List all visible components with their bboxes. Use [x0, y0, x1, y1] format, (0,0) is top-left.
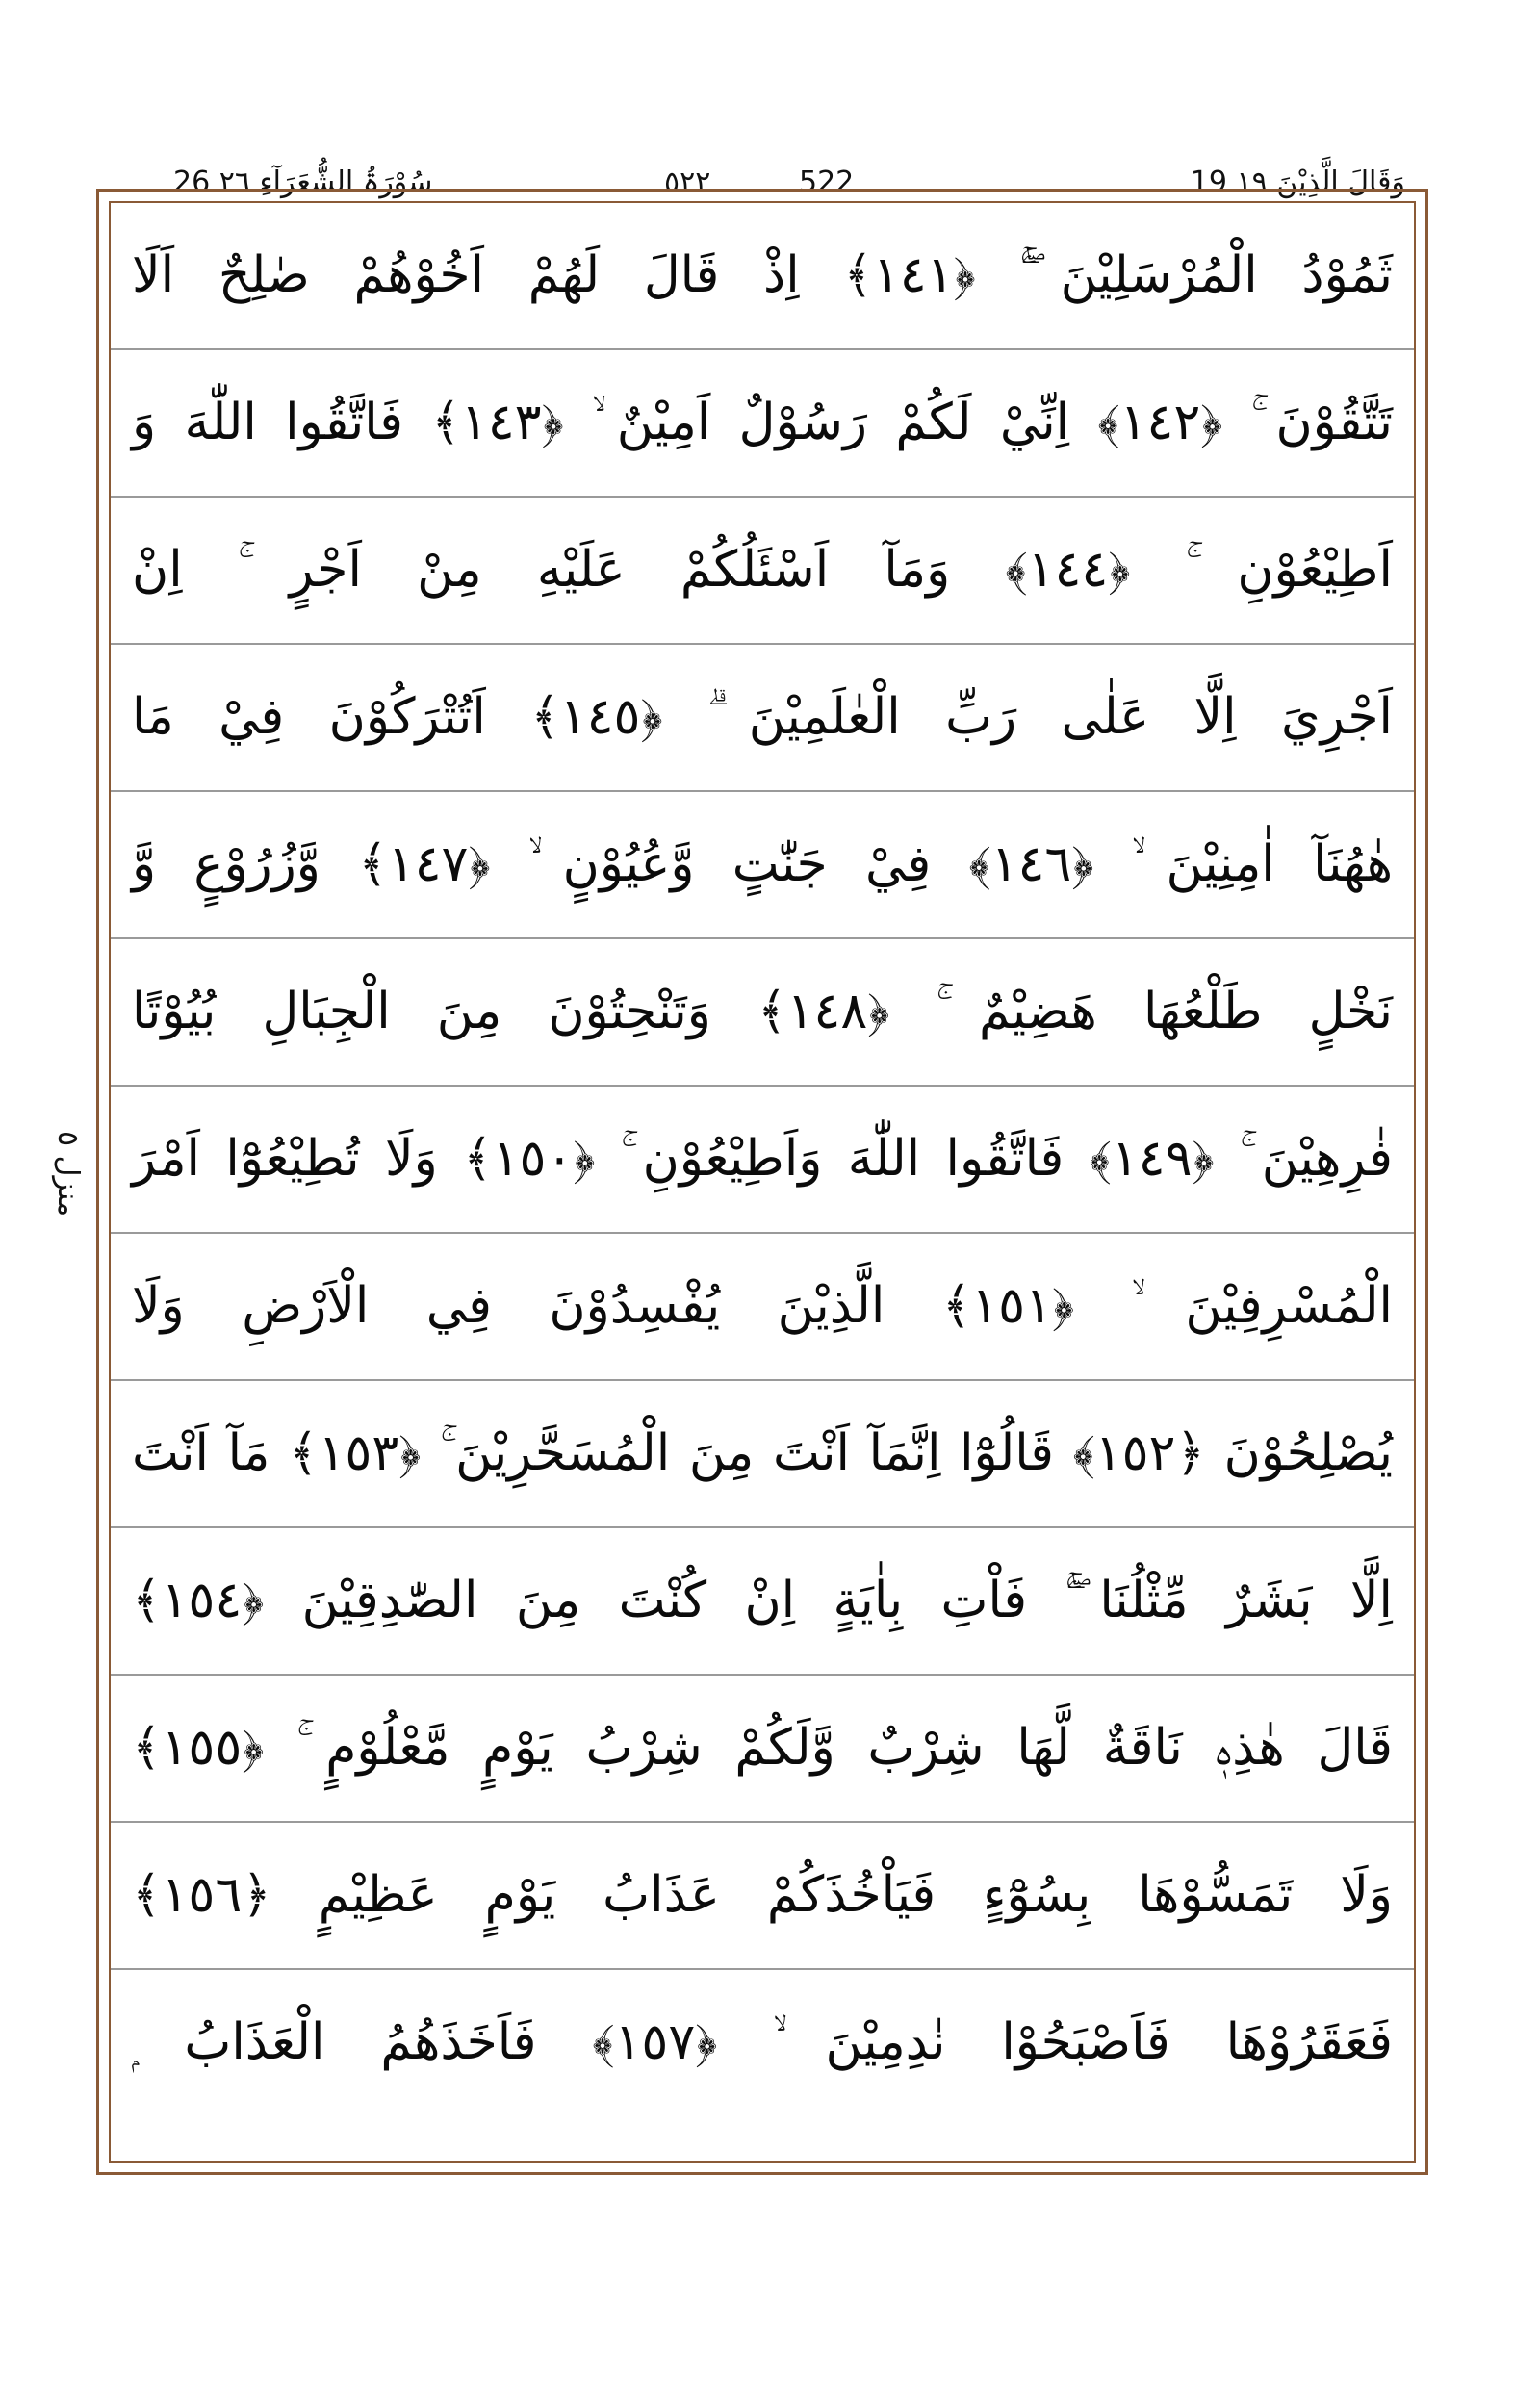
text-line: قَالَ هٰذِهٖ نَاقَةٌ لَّهَا شِرْبٌ وَّلَكُمْ شِرْبُ يَوْمٍ مَّعْلُوْمٍ ۚ ﴿١٥٥﴾ [111, 1676, 1414, 1823]
page-frame [96, 189, 1428, 2175]
text-line: نَخْلٍ طَلْعُهَا هَضِيْمٌ ۚ ﴿١٤٨﴾ وَتَنْحِتُوْنَ مِنَ الْجِبَالِ بُيُوْتًا [111, 939, 1414, 1087]
text-line: يُصْلِحُوْنَ ﴿١٥٢﴾ قَالُوْٓا اِنَّمَآ اَنْتَ مِنَ الْمُسَحَّرِيْنَ ۚ ﴿١٥٣﴾ مَآ اَنْتَ [111, 1381, 1414, 1528]
text-line: اَجْرِيَ اِلَّا عَلٰى رَبِّ الْعٰلَمِيْنَ ۗ ﴿١٤٥﴾ اَتُتْرَكُوْنَ فِيْ مَا [111, 645, 1414, 792]
text-line: هٰهُنَآ اٰمِنِيْنَ ۙ ﴿١٤٦﴾ فِيْ جَنّٰتٍ وَّعُيُوْنٍ ۙ ﴿١٤٧﴾ وَّزُرُوْعٍ وَّ [111, 792, 1414, 939]
text-area [109, 201, 1416, 2163]
text-line: الْمُسْرِفِيْنَ ۙ ﴿١٥١﴾ الَّذِيْنَ يُفْسِدُوْنَ فِي الْاَرْضِ وَلَا [111, 1234, 1414, 1381]
text-line: اَطِيْعُوْنِ ۚ ﴿١٤٤﴾ وَمَآ اَسْئَلُكُمْ عَلَيْهِ مِنْ اَجْرٍ ۚ اِنْ [111, 498, 1414, 645]
text-line: اِلَّا بَشَرٌ مِّثْلُنَا ۚۖ فَاْتِ بِاٰيَةٍ اِنْ كُنْتَ مِنَ الصّٰدِقِيْنَ ﴿١٥٤﴾ [111, 1528, 1414, 1676]
text-line: وَلَا تَمَسُّوْهَا بِسُوْٓءٍ فَيَاْخُذَكُمْ عَذَابُ يَوْمٍ عَظِيْمٍ ﴿١٥٦﴾ [111, 1823, 1414, 1970]
juz-name: 19 وَقَالَ الَّذِيْنَ ١٩ [1190, 166, 1405, 199]
text-line: ثَمُوْدُ الْمُرْسَلِيْنَ ۚۖ ﴿١٤١﴾ اِذْ قَالَ لَهُمْ اَخُوْهُمْ صٰلِحٌ اَلَا [111, 203, 1414, 350]
text-line: تَتَّقُوْنَ ۚ ﴿١٤٢﴾ اِنِّيْ لَكُمْ رَسُوْلٌ اَمِيْنٌ ۙ ﴿١٤٣﴾ فَاتَّقُوا اللّٰهَ وَ [111, 350, 1414, 498]
manzil-marker: منزل ٥ [51, 1131, 85, 1217]
page-number: 522 [799, 166, 855, 199]
text-line: فٰرِهِيْنَ ۚ ﴿١٤٩﴾ فَاتَّقُوا اللّٰهَ وَاَطِيْعُوْنِ ۚ ﴿١٥٠﴾ وَلَا تُطِيْعُوْٓا اَمْرَ [111, 1087, 1414, 1234]
page-number-urdu: ٥٢٢ [664, 166, 711, 199]
surah-name: سُوْرَۃُ الشُّعَرَآءِ ٢٦ 26 [173, 166, 433, 199]
text-line: فَعَقَرُوْهَا فَاَصْبَحُوْا نٰدِمِيْنَ ۙ ﴿١٥٧﴾ فَاَخَذَهُمُ الْعَذَابُ ۭ [132, 2013, 1393, 2071]
